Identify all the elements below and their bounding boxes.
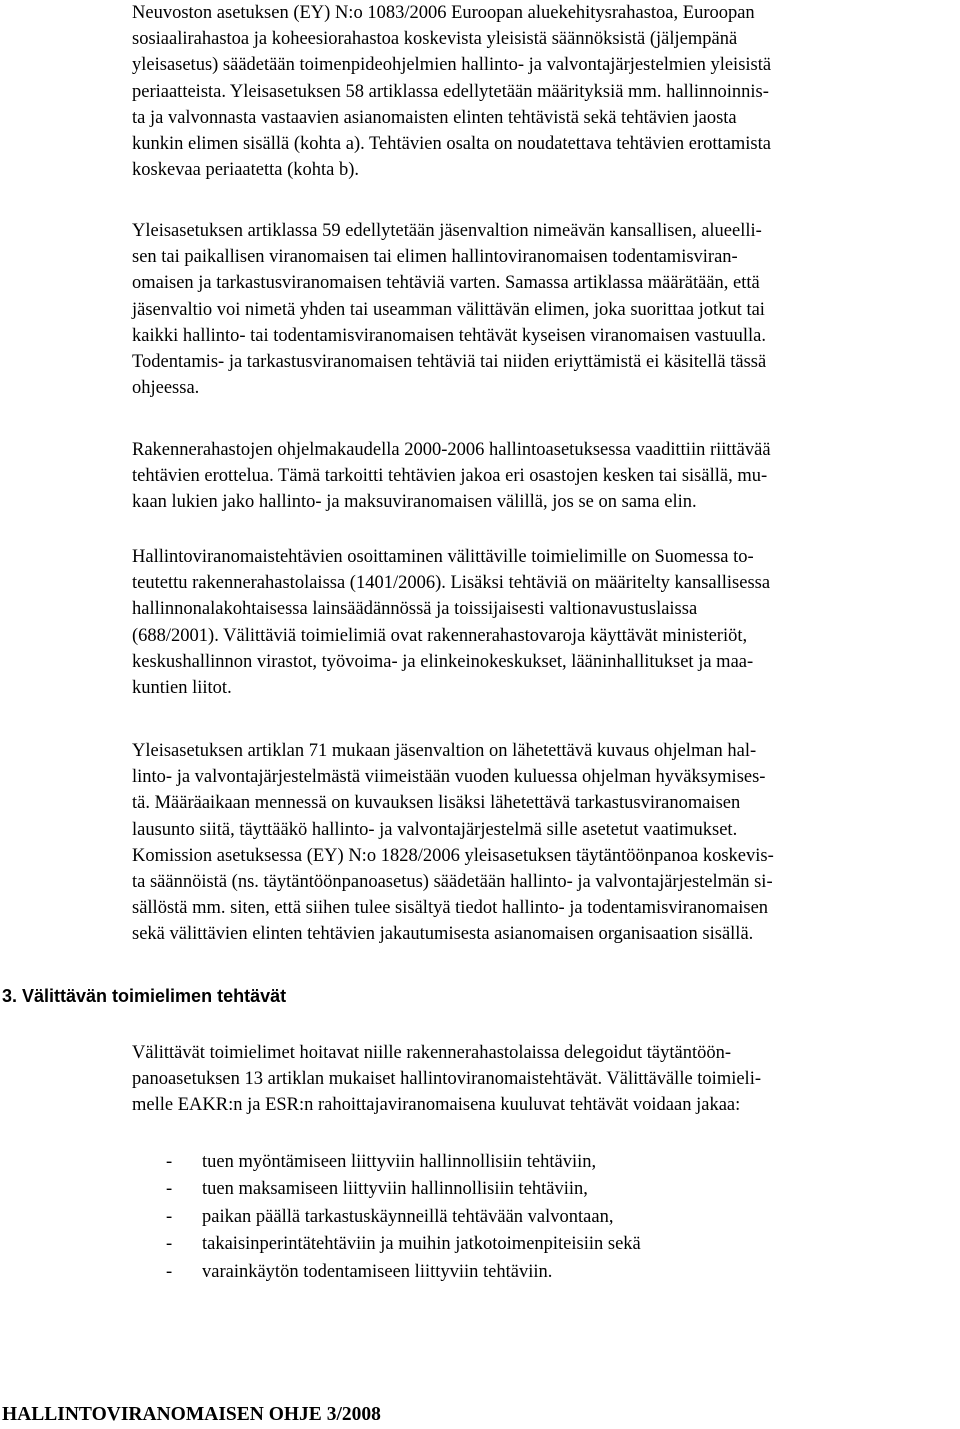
task-list [166,1149,641,1286]
list-item [166,1204,641,1231]
paragraph-regulation-intro [132,0,954,183]
list-item-text: paikan päällä tarkastuskäynneillä tehtävään valvontaan, [202,1206,614,1227]
text-line: lausunto siitä, täyttääkö hallinto- ja valvontajärjestelmä sille asetetut vaatimukset. [132,819,738,840]
list-item-text: varainkäytön todentamiseen liittyviin tehtäviin. [202,1261,553,1282]
text-line: keskushallinnon virastot, työvoima- ja elinkeinokeskukset, lääninhallitukset ja maa- [132,651,754,672]
text-line: sekä välittävien elinten tehtävien jakautumisesta asianomaisen organisaation sisällä. [132,924,754,945]
list-item [166,1149,641,1176]
text-line: omaisen ja tarkastusviranomaisen tehtäviä varten. Samassa artiklassa määrätään, että [132,273,760,294]
dash-bullet: - [166,1234,173,1255]
paragraph-delegated-tasks [132,1040,954,1119]
text-line: Välittävät toimielimet hoitavat niille rakennerahastolaissa delegoidut täytäntöön- [132,1043,732,1063]
text-line: panoasetuksen 13 artiklan mukaiset hallintoviranomaistehtävät. Välittävälle toimieli- [132,1069,761,1090]
text-line: Rakennerahastojen ohjelmakaudella 2000-2006 hallintoasetuksessa vaadittiin riittävää [132,440,771,460]
list-item-text: tuen maksamiseen liittyviin hallinnollisiin tehtäviin, [202,1179,588,1200]
paragraph-article-71 [132,738,954,948]
text-line: periaatteista. Yleisasetuksen 58 artiklassa edellytetään määrityksiä mm. hallinnoinnis- [132,81,769,102]
section-heading: 3. Välittävän toimielimen tehtävät [2,986,287,1006]
text-line: kuntien liitot. [132,678,232,699]
text-line: linto- ja valvontajärjestelmästä viimeistään vuoden kuluessa ohjelman hyväksymises- [132,767,766,788]
paragraph-article-59 [132,218,954,401]
text-line: (688/2001). Välittäviä toimielimiä ovat rakennerahastovaroja käyttävät ministeriöt, [132,625,748,646]
text-line: kaan lukien jako hallinto- ja maksuviranomaisen välillä, jos se on sama elin. [132,492,697,513]
list-item [166,1231,641,1258]
text-line: Yleisasetuksen artiklassa 59 edellytetään jäsenvaltion nimeävän kansallisen, alueelli- [132,221,762,241]
text-line: Hallintoviranomaistehtävien osoittaminen välittäville toimielimille on Suomessa to- [132,547,754,567]
text-line: kunkin elimen sisällä (kohta a). Tehtävien osalta on noudatettava tehtävien erottamista [132,134,771,155]
text-line: Todentamis- ja tarkastusviranomaisen tehtäviä tai niiden eriyttämistä ei käsitellä tässä [132,352,767,373]
text-line: jäsenvaltio voi nimetä yhden tai useamman välittävän elimen, joka suorittaa jotkut tai [132,299,765,320]
text-line: teutettu rakennerahastolaissa (1401/2006). Lisäksi tehtäviä on määritelty kansallisessa [132,573,771,594]
paragraph-intermediate-bodies [132,544,954,701]
text-line: tä. Määräaikaan mennessä on kuvauksen lisäksi lähetettävä tarkastusviranomaisen [132,793,741,814]
dash-bullet: - [166,1152,173,1172]
text-line: yleisasetus) säädetään toimenpideohjelmien hallinto- ja valvontajärjestelmien yleisistä [132,55,772,76]
text-line: koskevaa periaatetta (kohta b). [132,160,360,181]
text-line: ta säännöistä (ns. täytäntöönpanoasetus) säädetään hallinto- ja valvontajärjestelmän si- [132,872,773,893]
dash-bullet: - [166,1206,173,1227]
text-line: Yleisasetuksen artiklan 71 mukaan jäsenvaltion on lähetettävä kuvaus ohjelman hal- [132,741,757,761]
list-item-text: takaisinperintätehtäviin ja muihin jatkotoimenpiteisiin sekä [202,1234,641,1255]
paragraph-programme-period [132,437,954,516]
text-line: sällöstä mm. siten, että siihen tulee sisältyä tiedot hallinto- ja todentamisviranomaisen [132,898,769,919]
text-line: Komission asetuksessa (EY) N:o 1828/2006 yleisasetuksen täytäntöönpanoa koskevis- [132,845,774,866]
text-line: Neuvoston asetuksen (EY) N:o 1083/2006 Euroopan aluekehitysrahastoa, Euroopan [132,3,755,23]
list-item-text: tuen myöntämiseen liittyviin hallinnollisiin tehtäviin, [202,1152,597,1172]
text-line: hallinnonalakohtaisessa lainsäädännössä ja toissijaisesti valtionavustuslaissa [132,599,698,620]
dash-bullet: - [166,1179,173,1200]
text-line: sen tai paikallisen viranomaisen tai elimen hallintoviranomaisen todentamisviran- [132,247,738,268]
footer-document-title: HALLINTOVIRANOMAISEN OHJE 3/2008 [2,1404,381,1425]
dash-bullet: - [166,1261,173,1282]
list-item [166,1259,641,1286]
text-line: kaikki hallinto- tai todentamisviranomaisen tehtävät kyseisen viranomaisen vastuulla. [132,325,766,346]
text-line: ohjeessa. [132,378,200,399]
text-line: tehtävien erottelua. Tämä tarkoitti tehtävien jakoa eri osastojen kesken tai sisällä, mu- [132,466,768,487]
list-item [166,1176,641,1203]
text-line: ta ja valvonnasta vastaavien asianomaisten elinten tehtävistä sekä tehtävien jaosta [132,107,737,128]
text-line: melle EAKR:n ja ESR:n rahoittajaviranomaisena kuuluvat tehtävät voidaan jakaa: [132,1095,741,1116]
text-line: sosiaalirahastoa ja koheesiorahastoa koskevista yleisistä säännöksistä (jäljempänä [132,29,738,50]
